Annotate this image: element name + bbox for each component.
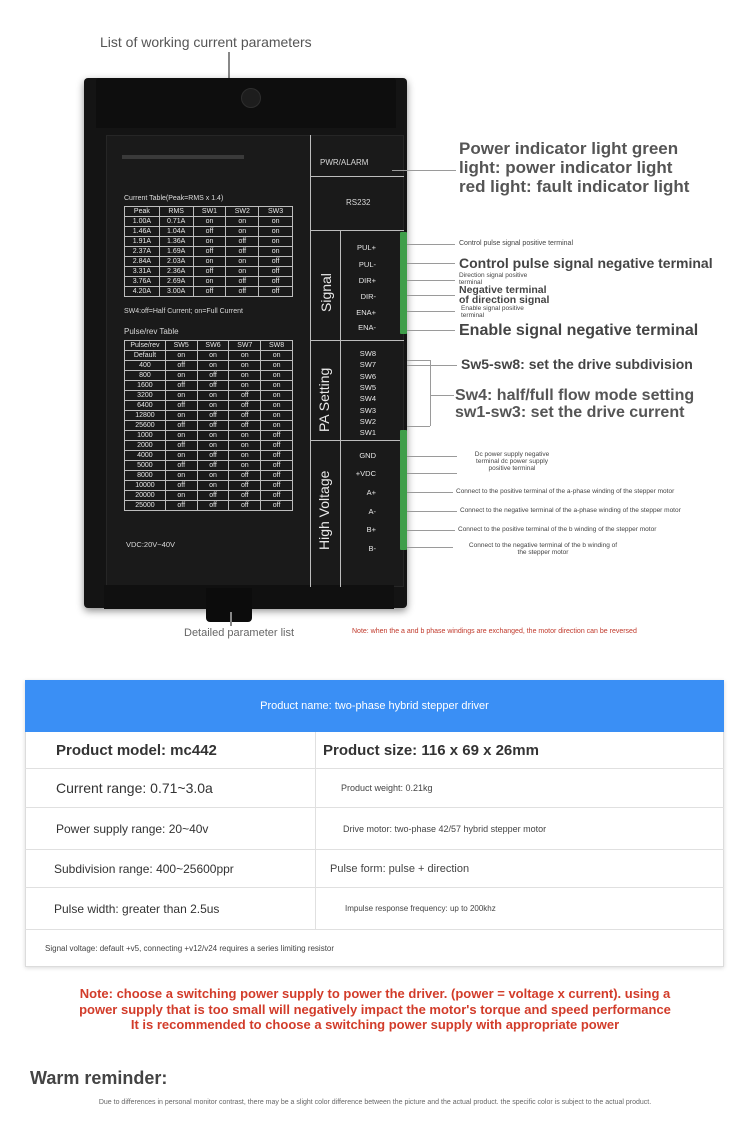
a-pos-callout: Connect to the positive terminal of the a-phase winding of the stepper motor bbox=[456, 488, 675, 495]
table-row bbox=[125, 441, 293, 451]
terminal-b-pos: B+ bbox=[366, 525, 376, 534]
spec-row-2 bbox=[25, 769, 724, 808]
table-row bbox=[125, 237, 293, 247]
table-cell: 1.36A bbox=[159, 237, 193, 247]
gnd-vdc-line-1: Dc power supply negative bbox=[474, 451, 550, 458]
sw-bracket bbox=[430, 360, 431, 426]
table-row bbox=[125, 501, 293, 511]
vdc-leader bbox=[407, 473, 457, 474]
table-row bbox=[125, 391, 293, 401]
table-cell: off bbox=[259, 277, 293, 287]
table-cell: off bbox=[261, 481, 293, 491]
dir-neg-leader bbox=[407, 295, 455, 296]
table-cell: on bbox=[261, 351, 293, 361]
table-cell: off bbox=[229, 491, 261, 501]
ena-pos-callout bbox=[461, 305, 524, 319]
table-cell: off bbox=[229, 411, 261, 421]
table-cell: SW6 bbox=[197, 341, 229, 351]
pwr-alarm-label: PWR/ALARM bbox=[320, 158, 369, 167]
table-cell: 2.69A bbox=[159, 277, 193, 287]
table-cell: 1000 bbox=[125, 431, 166, 441]
power-supply-warning bbox=[0, 986, 750, 1033]
table-cell: 1600 bbox=[125, 381, 166, 391]
table-cell: on bbox=[165, 371, 197, 381]
table-cell: on bbox=[261, 401, 293, 411]
table-cell: SW8 bbox=[261, 341, 293, 351]
table-cell: on bbox=[193, 217, 226, 227]
table-cell: off bbox=[261, 431, 293, 441]
table-cell: on bbox=[197, 351, 229, 361]
spec-row-5 bbox=[25, 888, 724, 930]
power-light-line-2: light: power indicator light bbox=[459, 158, 673, 177]
table-row bbox=[125, 351, 293, 361]
table-cell: off bbox=[193, 267, 226, 277]
table-cell: off bbox=[226, 277, 259, 287]
table-cell: SW1 bbox=[193, 207, 226, 217]
gnd-vdc-line-3: positive terminal bbox=[488, 465, 536, 472]
table-cell: Peak bbox=[125, 207, 160, 217]
table-row bbox=[125, 267, 293, 277]
table-cell: off bbox=[229, 401, 261, 411]
table-cell: off bbox=[261, 441, 293, 451]
power-supply-range: Power supply range: 20~40v bbox=[56, 821, 209, 836]
table-cell: off bbox=[197, 461, 229, 471]
table-cell: on bbox=[261, 371, 293, 381]
ena-pos-line-2: terminal bbox=[461, 312, 485, 319]
gnd-vdc-line-2: terminal dc power supply bbox=[476, 458, 548, 465]
b-pos-callout: Connect to the positive terminal of the b winding of the stepper motor bbox=[458, 526, 657, 533]
table-cell: on bbox=[197, 481, 229, 491]
vdc-rating: VDC:20V~40V bbox=[126, 540, 175, 549]
table-cell: on bbox=[197, 471, 229, 481]
table-cell: off bbox=[261, 501, 293, 511]
table-cell: off bbox=[261, 451, 293, 461]
table-cell: on bbox=[165, 471, 197, 481]
table-cell: on bbox=[229, 371, 261, 381]
table-cell: on bbox=[193, 257, 226, 267]
table-cell: RMS bbox=[159, 207, 193, 217]
terminal-dir-neg: DIR- bbox=[360, 292, 376, 301]
spec-col-sep bbox=[315, 808, 316, 849]
table-cell: on bbox=[197, 431, 229, 441]
ena-pos-line-1: Enable signal positive bbox=[461, 305, 524, 312]
table-cell: 1.69A bbox=[159, 247, 193, 257]
table-cell: 4.20A bbox=[125, 287, 160, 297]
table-cell: off bbox=[197, 451, 229, 461]
table-cell: 1.46A bbox=[125, 227, 160, 237]
table-cell: on bbox=[261, 391, 293, 401]
current-range: Current range: 0.71~3.0a bbox=[56, 780, 213, 796]
panel-sep-4 bbox=[311, 440, 404, 441]
b-neg-line-2: the stepper motor bbox=[517, 549, 569, 556]
dir-neg-line-2: of direction signal bbox=[459, 294, 550, 306]
pul-pos-leader bbox=[407, 244, 455, 245]
table-cell: on bbox=[229, 441, 261, 451]
sw-bracket-mid bbox=[430, 395, 454, 396]
table-cell: off bbox=[165, 401, 197, 411]
rs232-label: RS232 bbox=[346, 198, 371, 207]
table-row bbox=[125, 371, 293, 381]
impulse-response: Impulse response frequency: up to 200khz bbox=[345, 904, 496, 913]
a-neg-leader bbox=[407, 511, 457, 512]
table-cell: 1.91A bbox=[125, 237, 160, 247]
table-cell: off bbox=[259, 287, 293, 297]
drive-motor: Drive motor: two-phase 42/57 hybrid stepper motor bbox=[343, 823, 547, 834]
parameter-list-caption: Detailed parameter list bbox=[184, 627, 295, 639]
table-cell: on bbox=[197, 441, 229, 451]
table-row bbox=[125, 471, 293, 481]
current-table bbox=[124, 206, 293, 297]
signal-connector bbox=[400, 232, 407, 334]
terminal-ena-pos: ENA+ bbox=[356, 308, 376, 317]
table-cell: on bbox=[229, 361, 261, 371]
warning-line-1: Note: choose a switching power supply to power the driver. (power = voltage x current). using a bbox=[79, 986, 671, 1001]
ena-pos-leader bbox=[407, 311, 455, 312]
table-cell: off bbox=[197, 501, 229, 511]
table-cell: off bbox=[193, 287, 226, 297]
spec-row-3 bbox=[25, 808, 724, 850]
table-cell: on bbox=[197, 401, 229, 411]
switch-sw3: SW3 bbox=[359, 406, 376, 415]
dir-pos-line-1: Direction signal positive bbox=[459, 272, 528, 279]
table-cell: 6400 bbox=[125, 401, 166, 411]
switch-sw7: SW7 bbox=[359, 360, 376, 369]
spec-header: Product name: two-phase hybrid stepper driver bbox=[25, 680, 724, 732]
mounting-screw-icon bbox=[241, 88, 261, 108]
table-cell: off bbox=[229, 391, 261, 401]
table-cell: 0.71A bbox=[159, 217, 193, 227]
dir-pos-line-2: terminal bbox=[459, 279, 483, 286]
table-cell: 1.00A bbox=[125, 217, 160, 227]
table-cell: off bbox=[165, 501, 197, 511]
table-cell: on bbox=[229, 351, 261, 361]
table-cell: on bbox=[261, 421, 293, 431]
table-cell: on bbox=[259, 237, 293, 247]
table-cell: on bbox=[259, 217, 293, 227]
table-cell: 3200 bbox=[125, 391, 166, 401]
power-light-line-3: red light: fault indicator light bbox=[459, 177, 690, 196]
table-row bbox=[125, 217, 293, 227]
table-cell: on bbox=[261, 411, 293, 421]
mounting-notch bbox=[206, 588, 252, 622]
table-cell: off bbox=[261, 471, 293, 481]
table-cell: off bbox=[229, 481, 261, 491]
caption-leader-bottom bbox=[230, 612, 232, 626]
power-light-leader bbox=[392, 170, 456, 171]
table-cell: 8000 bbox=[125, 471, 166, 481]
pul-neg-leader bbox=[407, 263, 455, 264]
table-cell: on bbox=[165, 431, 197, 441]
dir-neg-line-1: Negative terminal bbox=[459, 284, 547, 296]
pulse-width: Pulse width: greater than 2.5us bbox=[54, 901, 220, 916]
table-cell: off bbox=[165, 361, 197, 371]
table-cell: 400 bbox=[125, 361, 166, 371]
table-cell: off bbox=[197, 381, 229, 391]
terminal-a-neg: A- bbox=[368, 507, 376, 516]
table-cell: on bbox=[165, 391, 197, 401]
spec-row-6 bbox=[25, 930, 724, 967]
pulse-table bbox=[124, 340, 293, 511]
table-cell: on bbox=[229, 451, 261, 461]
table-cell: off bbox=[197, 371, 229, 381]
terminal-vdc: +VDC bbox=[355, 469, 376, 478]
a-pos-leader bbox=[407, 492, 453, 493]
sw4-callout: Sw4: half/full flow mode setting bbox=[455, 387, 695, 404]
table-cell: 20000 bbox=[125, 491, 166, 501]
signal-voltage: Signal voltage: default +v5, connecting +v12/v24 requires a series limiting resistor bbox=[45, 944, 335, 953]
table-cell: on bbox=[165, 451, 197, 461]
ena-neg-leader bbox=[407, 330, 455, 331]
switch-sw6: SW6 bbox=[359, 372, 376, 381]
table-row bbox=[125, 461, 293, 471]
table-cell: off bbox=[165, 421, 197, 431]
table-cell: 3.76A bbox=[125, 277, 160, 287]
table-row bbox=[125, 481, 293, 491]
table-row bbox=[125, 431, 293, 441]
table-cell: 1.04A bbox=[159, 227, 193, 237]
subdivision-range: Subdivision range: 400~25600ppr bbox=[54, 861, 234, 876]
table-cell: on bbox=[259, 247, 293, 257]
spec-row-1 bbox=[25, 732, 724, 769]
dir-pos-leader bbox=[407, 280, 455, 281]
table-cell: on bbox=[229, 431, 261, 441]
spec-col-sep bbox=[315, 769, 316, 807]
sw-bracket-top bbox=[407, 360, 430, 361]
table-cell: on bbox=[193, 277, 226, 287]
product-weight: Product weight: 0.21kg bbox=[341, 783, 433, 793]
table-cell: on bbox=[229, 461, 261, 471]
table-cell: off bbox=[259, 267, 293, 277]
table-cell: Pulse/rev bbox=[125, 341, 166, 351]
table-cell: off bbox=[197, 421, 229, 431]
table-row bbox=[125, 257, 293, 267]
table-cell: SW7 bbox=[229, 341, 261, 351]
table-cell: on bbox=[226, 267, 259, 277]
b-neg-leader bbox=[407, 547, 453, 548]
power-connector bbox=[400, 430, 407, 550]
terminal-a-pos: A+ bbox=[366, 488, 376, 497]
ena-neg-callout: Enable signal negative terminal bbox=[459, 322, 699, 339]
table-cell: off bbox=[197, 491, 229, 501]
table-cell: 2.37A bbox=[125, 247, 160, 257]
panel-sep-3 bbox=[311, 340, 404, 341]
table-cell: on bbox=[193, 237, 226, 247]
table-cell: SW2 bbox=[226, 207, 259, 217]
table-header-row bbox=[125, 207, 293, 217]
table-row bbox=[125, 227, 293, 237]
warning-line-3: It is recommended to choose a switching power supply with appropriate power bbox=[130, 1017, 620, 1032]
table-cell: off bbox=[226, 287, 259, 297]
table-cell: 25600 bbox=[125, 421, 166, 431]
table-cell: off bbox=[165, 441, 197, 451]
table-cell: off bbox=[193, 227, 226, 237]
panel-sep-2 bbox=[311, 230, 404, 231]
table-cell: SW5 bbox=[165, 341, 197, 351]
panel-divider bbox=[310, 135, 311, 587]
table-cell: 2.36A bbox=[159, 267, 193, 277]
table-cell: on bbox=[165, 411, 197, 421]
table-cell: off bbox=[229, 421, 261, 431]
table-row bbox=[125, 381, 293, 391]
table-cell: on bbox=[226, 217, 259, 227]
sw4-note: SW4:off=Half Current; on=Full Current bbox=[124, 308, 243, 315]
table-row bbox=[125, 491, 293, 501]
spec-col-sep bbox=[315, 732, 316, 768]
pul-pos-callout: Control pulse signal positive terminal bbox=[459, 240, 573, 247]
table-row bbox=[125, 451, 293, 461]
table-cell: off bbox=[226, 247, 259, 257]
table-header-row bbox=[125, 341, 293, 351]
device-logo-strip bbox=[122, 155, 244, 159]
table-row bbox=[125, 287, 293, 297]
table-cell: on bbox=[261, 361, 293, 371]
table-cell: 12800 bbox=[125, 411, 166, 421]
warning-line-2: power supply that is too small will negatively impact the motor's torque and speed performance bbox=[79, 1001, 671, 1017]
terminal-pul-pos: PUL+ bbox=[357, 243, 376, 252]
terminal-b-neg: B- bbox=[368, 544, 376, 553]
sw58-leader bbox=[407, 365, 457, 366]
table-cell: off bbox=[226, 237, 259, 247]
table-cell: on bbox=[226, 257, 259, 267]
table-cell: 2000 bbox=[125, 441, 166, 451]
power-light-callout bbox=[459, 139, 744, 196]
table-cell: off bbox=[193, 247, 226, 257]
current-params-caption: List of working current parameters bbox=[100, 34, 312, 50]
pa-setting-section-label: PA Setting bbox=[316, 367, 332, 432]
table-cell: 5000 bbox=[125, 461, 166, 471]
dir-neg-callout bbox=[459, 285, 549, 305]
table-cell: 10000 bbox=[125, 481, 166, 491]
table-cell: SW3 bbox=[259, 207, 293, 217]
table-row bbox=[125, 421, 293, 431]
table-cell: off bbox=[229, 471, 261, 481]
panel-sep-1 bbox=[311, 176, 404, 177]
table-cell: 3.00A bbox=[159, 287, 193, 297]
table-cell: off bbox=[197, 411, 229, 421]
table-row bbox=[125, 277, 293, 287]
table-cell: off bbox=[229, 501, 261, 511]
b-pos-leader bbox=[407, 530, 455, 531]
table-cell: off bbox=[165, 461, 197, 471]
table-cell: 4000 bbox=[125, 451, 166, 461]
table-cell: off bbox=[165, 381, 197, 391]
switch-sw8: SW8 bbox=[359, 349, 376, 358]
pulse-form: Pulse form: pulse + direction bbox=[330, 862, 470, 875]
color-disclaimer: Due to differences in personal monitor contrast, there may be a slight color difference between the picture and the actual product. the specific color is subject to the actual product. bbox=[98, 1099, 652, 1106]
sw58-callout: Sw5-sw8: set the drive subdivision bbox=[461, 356, 693, 372]
switch-sw1: SW1 bbox=[359, 428, 376, 437]
gnd-leader bbox=[407, 456, 457, 457]
table-cell: off bbox=[165, 481, 197, 491]
sw13-callout: sw1-sw3: set the drive current bbox=[455, 404, 685, 421]
spec-col-sep bbox=[315, 850, 316, 887]
table-cell: 2.03A bbox=[159, 257, 193, 267]
caption-leader-top bbox=[228, 52, 230, 80]
product-size: Product size: 116 x 69 x 26mm bbox=[323, 741, 539, 759]
table-cell: on bbox=[259, 227, 293, 237]
b-neg-callout bbox=[455, 542, 631, 556]
table-cell: on bbox=[197, 361, 229, 371]
a-neg-callout: Connect to the negative terminal of the a-phase winding of the stepper motor bbox=[460, 507, 681, 514]
signal-section-label: Signal bbox=[318, 273, 334, 312]
table-cell: off bbox=[259, 257, 293, 267]
terminal-pul-neg: PUL- bbox=[358, 260, 376, 269]
table-row bbox=[125, 247, 293, 257]
table-cell: 2.84A bbox=[125, 257, 160, 267]
phase-reverse-note: Note: when the a and b phase windings are exchanged, the motor direction can be reversed bbox=[352, 628, 637, 635]
pulse-table-title: Pulse/rev Table bbox=[124, 327, 179, 336]
table-row bbox=[125, 401, 293, 411]
table-cell: on bbox=[261, 381, 293, 391]
power-light-line-1: Power indicator light green bbox=[459, 139, 679, 158]
table-cell: off bbox=[261, 491, 293, 501]
sw-bracket-bottom bbox=[407, 426, 430, 427]
warm-reminder-title: Warm reminder: bbox=[30, 1068, 168, 1088]
table-cell: on bbox=[165, 351, 197, 361]
product-model: Product model: mc442 bbox=[56, 741, 217, 759]
table-cell: 3.31A bbox=[125, 267, 160, 277]
table-cell: 800 bbox=[125, 371, 166, 381]
table-cell: on bbox=[226, 227, 259, 237]
terminal-dir-pos: DIR+ bbox=[358, 276, 376, 285]
high-voltage-section-label: High Voltage bbox=[316, 470, 332, 550]
table-row bbox=[125, 411, 293, 421]
pul-neg-callout: Control pulse signal negative terminal bbox=[459, 255, 713, 271]
b-neg-line-1: Connect to the negative terminal of the b winding of bbox=[468, 542, 618, 549]
spec-row-4 bbox=[25, 850, 724, 888]
table-cell: off bbox=[261, 461, 293, 471]
table-cell: 25000 bbox=[125, 501, 166, 511]
table-cell: on bbox=[165, 491, 197, 501]
table-cell: on bbox=[229, 381, 261, 391]
table-cell: on bbox=[197, 391, 229, 401]
terminal-ena-neg: ENA- bbox=[358, 323, 376, 332]
switch-sw4: SW4 bbox=[359, 394, 376, 403]
gnd-vdc-callout bbox=[466, 451, 558, 472]
switch-sw5: SW5 bbox=[359, 383, 376, 392]
switch-sw2: SW2 bbox=[359, 417, 376, 426]
terminal-gnd: GND bbox=[359, 451, 376, 460]
current-table-title: Current Table(Peak=RMS x 1.4) bbox=[124, 195, 224, 202]
table-row bbox=[125, 361, 293, 371]
spec-col-sep bbox=[315, 888, 316, 929]
table-cell: Default bbox=[125, 351, 166, 361]
